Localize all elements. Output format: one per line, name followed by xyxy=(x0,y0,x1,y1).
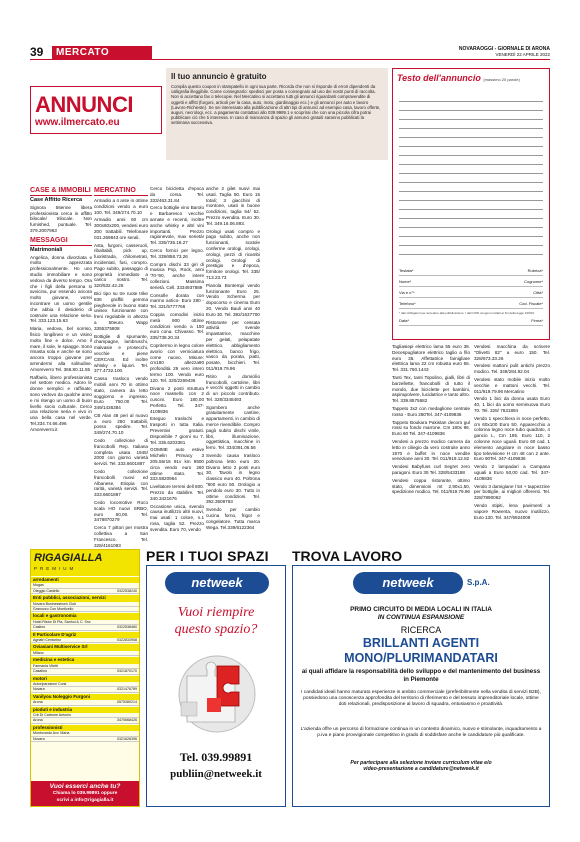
rigagialla-item-phone: 0322833958 xyxy=(117,638,137,643)
listing: Compro dischi 33 giri di musica Pop, Rock, anni '70-'90, anche intere collezioni. Massima serietà. Cell. 3334937889 xyxy=(150,261,204,290)
column-mercatino-1 xyxy=(94,186,148,548)
coupon-title-text: Testo dell'annuncio xyxy=(397,73,481,83)
listing: Signora 56enne libera professionista cerca in affitto bilocale/ trilocale. Non furnished, puntuale. Tel. 379.2007963 xyxy=(30,204,92,233)
coupon-text-lines[interactable] xyxy=(399,93,543,255)
rigagialla-category: locali e gastronomia xyxy=(31,613,139,619)
spazi-ad xyxy=(146,565,286,807)
listing: Eseguo traslochi e trasporti in tutta Italia. Preventivi gratuiti. Disponibile 7 giorni su 7. Tel. 335.6203381 xyxy=(150,416,204,445)
coupon-field-row[interactable] xyxy=(399,315,543,326)
rigagialla-item-name: Novara Businesstown Club xyxy=(33,601,77,606)
trova-apply-line: Per partecipare alla selezione inviare curriculum vitae e/o xyxy=(350,760,492,766)
netweek-spa: S.p.A. xyxy=(467,578,490,587)
rigagialla-item[interactable] xyxy=(31,651,139,656)
rigagialla-item[interactable] xyxy=(31,718,139,723)
listing: Bici tipo su tre ruote trike 836 graffiti gemma pieghevole in buono stato unisex funzionante con freni regolabile in altezza a 50euro. Wapp 3355375808 xyxy=(94,290,148,331)
rigagialla-item[interactable] xyxy=(31,638,139,643)
rigagialla-category: Oviasiani Multiservice Srl xyxy=(31,644,139,650)
rigagialla-item[interactable] xyxy=(31,669,139,674)
coupon-subtitle: (massimo 20 parole) xyxy=(483,77,520,82)
rigagialla-item-phone: 3470668426 xyxy=(117,718,137,723)
rigagialla-premium: PREMIUM xyxy=(34,566,77,571)
coupon-field-row[interactable] xyxy=(399,276,543,287)
field-label: Cod. Fiscale* xyxy=(519,301,543,306)
listing: Armadio a 4 ante in ottime condizioni vendo a euro 100. Tel. 349/274.70.10 xyxy=(94,198,148,215)
rigagialla-category: Enti pubblici, associazioni, servizi xyxy=(31,595,139,601)
listing: Bottiglie di spumante, champagne, lambruschi, malvasie e prosecchi, vecchie e piene CERCASI. Ed inoltre whisky e liquori. Tel. 377.4732.100. xyxy=(94,333,148,374)
listing: Asta, furgoni, casseruoli, ribaltabili, pick up, fuoristrada, chilometrati, incidentati, fusi, compro. Pago subito, passaggio di proprietà immediato a carico nostro. Tel. 320/532.42.26 xyxy=(94,242,148,289)
category-heading: MERCATINO xyxy=(94,186,148,196)
puzzle-image xyxy=(167,646,267,736)
spazi-question-line: Vuoi riempire xyxy=(177,605,255,620)
coupon-fields xyxy=(399,265,543,326)
field-label: Rubrica* xyxy=(527,268,543,273)
listing: Vendesi a prezzo modico camera da letto in ciliegio da vero costruite anno 1970 e buffet in noce vendite veneziane anni 30. Tel. 011/919.12.82 xyxy=(392,438,470,462)
section-title: MERCATO xyxy=(52,46,152,59)
rigagialla-item-name: Autoriparazioni Corsi xyxy=(33,681,67,686)
rigagialla-item[interactable] xyxy=(31,700,139,705)
rigagialla-category: pioduti e industria xyxy=(31,707,139,713)
listing: Angelica, donna divorziata e molto apprezzata professionalmente. Ho uno studio immobiliare e sono vedova da diverso tempo. Ora che i figli della persona si avvicina, pur essendo ancora molto giovane, vorrei incontrare un uomo gentile che abbia il desiderio di costruire una relazione seria. Tel. 333.123.15.63 xyxy=(30,254,92,324)
rigagialla-item-name: Oleggio Castello xyxy=(33,588,60,593)
rigagialla-item-name: Agriatri Centurino xyxy=(33,638,61,643)
listing: Svendo causa trasloco poltrona letto euro 20. Divano letto 2 posti euro 30. Tavolo in legno classico euro 40. Poltrona "800 euro 50. Orologio a pendolo euro 30. Tutto in ottime condizioni. Tel. 392.3508763 xyxy=(206,453,260,505)
trova-lavoro-title: TROVA LAVORO xyxy=(292,548,403,564)
listing: Vendesi macchina da scrivere "Olivetti 82" a euro 150. Tel. 328/673.33.26 xyxy=(474,344,550,361)
trova-ricerca: RICERCA xyxy=(400,625,442,635)
listing: Maria, vedova, bel sorriso, fisico longilineo e un visino molto fine e dolce. Amo il mare, il sole, le spiagge. Sono rimasta sola e anche se sono ancora troppo giovane per arrendermi alla solitudine. Amoreverro Tel. 366.80.11.55 xyxy=(30,326,92,372)
rigagialla-item-name: Hotel Ristor Di Pia, Sanhui & C. Snc xyxy=(33,619,91,624)
page-number: 39 xyxy=(30,45,44,59)
listing: Sgombero anche gratuitamente cantine, appartamenti, in cambio di merce rivendibile. Compro pagò subito dischi vinile, libri, illuminazione, oggettistica, macchine in ferro. Tel. 334/391.06.56 xyxy=(206,404,260,451)
listing: Coppia comodini inizio metà 900 ottime condizioni vendo a 150 euro cona. Chivasso. Tel. 335/738.20.34 xyxy=(150,311,204,341)
listing: Armadio anni 60 cm 300x60x200, vendesi euro 200 trattabili. Telefonare 031.269843 ore serali. xyxy=(94,217,148,240)
spazi-question xyxy=(147,604,285,638)
rigagialla-category: medicina e estetica xyxy=(31,657,139,663)
free-ad-title: Il tuo annuncio è gratuito xyxy=(171,72,267,81)
rigagialla-category: arredamenti xyxy=(31,577,139,583)
coupon-field-row[interactable] xyxy=(399,298,543,309)
rigagialla-logo xyxy=(31,550,139,576)
rigagialla-item[interactable] xyxy=(31,625,139,630)
page-header xyxy=(30,46,550,60)
spazi-email[interactable]: publiin@netweek.it xyxy=(170,768,262,780)
rigagialla-item-name: Milano xyxy=(33,650,44,655)
listing: Livellatore terreni dell 800. Prezzo da stabilire. Tel. 340.3421676 xyxy=(150,484,204,501)
listing: Ristorante per cessata attività svende impastatrice, macchine per gelati, pelapatate elettrico, abbigliamento elettrico, banco frigo, vasco da porata, piatti, posate, bicchieri. Tel. 011/919.79.96 xyxy=(206,319,260,371)
rigagialla-footer[interactable] xyxy=(31,781,139,806)
spazi-title: PER I TUOI SPAZI xyxy=(146,548,269,564)
annunci-url[interactable]: www.ilmercato.eu xyxy=(35,117,120,128)
field-label: Telefono* xyxy=(399,301,416,306)
rigagialla-item-phone: 0575380214 xyxy=(117,700,137,705)
publication-info xyxy=(459,46,550,58)
listing: Orologi usati compro e pago subito, anche non funzionanti, scatole conferme orologi, orologi, orologi, pezzi di ricambi orologi. Orologi di prestigio e d'epoca, fornitore orologi. Tel. 335/ 713.23.73 xyxy=(206,228,260,280)
rigagialla-list xyxy=(31,577,139,742)
listing: anche 2 gilet nuovi mai usati. Taglia 50. Euro 15 totali; 3 giacchini di montone, usati in buone condizioni, taglia 54/ 52. Prezzo svendita. Euro 30. Tel. 349.16.06.893. xyxy=(206,186,260,226)
rigagialla-item-name: Crb Di Carbone Antonio xyxy=(33,712,71,717)
rigagialla-category: professionisti xyxy=(31,725,139,731)
listing: Tappeto Boukara Pakistan decoro gul rossi su fondo marrone. Cm 180x 96. Euro 60 Tel. 347-4109836 xyxy=(392,419,470,437)
listing: Vendesi Babyfuss curl Segret zero paragoni. Euro 35 Tel. 328/5433188 xyxy=(392,464,470,475)
rigagialla-item-name: Arona xyxy=(33,718,43,723)
listing: Vendo 2 lampadari a Campana uguali a Euro 50,00 cad. Tel. 347-4109836 xyxy=(474,464,550,481)
rigagialla-item-phone: 0322538460 xyxy=(117,625,137,630)
listing: Raffaelo, libero professionista nel settore medico. Adoro le donne semplici e raffinate; sono vedovo da qualche anno e mi ritengo un uomo di buon livello socio culturale. Cerco una relazione seria e vivo in una bella casa nel verde. Tel.334.74.66.496 Amoreverro.it xyxy=(30,374,92,432)
listing: Cedo collezione di francobolli Rep. Italiana completa usata 1945/ 2000 con giorno varietà servizi. Tel. 333.6601887 xyxy=(94,438,148,467)
trova-intro-line: IN CONTINUA ESPANSIONE xyxy=(377,614,465,621)
netweek-logo: netweek xyxy=(353,572,463,594)
spazi-question-line: questo spazio? xyxy=(174,622,258,637)
listing: Vendo 1 bici da donna usata Euro 40, 1 bici da uomo seminuova Euro 70. Tel. 328/ 7631894 xyxy=(474,396,550,413)
trova-apply xyxy=(299,760,543,773)
listing: Svendo per cambio cucina forno, frigor e congelatore. Tutta marca Wega. Tel.339/6122364 xyxy=(206,507,260,530)
subcategory-heading: Matrimoniali xyxy=(30,246,63,253)
trova-candidates: I candidati ideali hanno maturato esperienze in ambito commerciale (preferibilmente nella vendita di servizi B2B), possiedono una conoscenza approfondita del territorio di riferimento e del tessuto imprenditoriale locale, ottime doti relazionali, predisposizione al lavoro di squadra, entusiasmo e proattività. xyxy=(301,690,541,708)
publication-date: VENERDÌ 22 APRILE 2022 xyxy=(495,52,550,57)
rigagialla-item-name: Arona xyxy=(33,700,43,705)
rigagialla-category: motori xyxy=(31,676,139,682)
listing: Cerco bottiglie vino Barolo e Barbaresco vecchie annate e recenti, inoltre anche whisky e altri vini importanti. Prezzo ragionevole, max serietà! Tel. 335/735.18.27 xyxy=(150,205,204,246)
column-mercatino-3 xyxy=(206,186,260,544)
trova-intro-line: PRIMO CIRCUITO DI MEDIA LOCALI IN ITALIA xyxy=(350,606,492,613)
listing: Pianola Bontempi vendo funzionante Euro 25. Vendo Scherma per dopocorso e cinema Euro 20. Vendo Bauli anni 40 Euro 30. Tel. 392/1637700 xyxy=(206,282,260,317)
coupon-field-row[interactable] xyxy=(399,265,543,276)
field-label: Nome* xyxy=(399,279,412,284)
rigagialla-cta: Vuoi esserci anche tu? xyxy=(49,783,121,790)
listing: Occasione unica, svendo causa inutilizzo altri nuovi, mai usati: 1 colore, n.1 rosa, taglia 52. Prezzo svendita. Euro 70, vendo xyxy=(150,503,204,532)
rigagialla-item-phone: 0321626396 xyxy=(117,736,137,741)
listing: GOMME auto estive Michelin Primacy 3 205.55r16 91v km 9500 circa vendo euro 260 ottime stato. Tel. 333.5820964 xyxy=(150,447,204,482)
coupon-title xyxy=(397,73,520,83)
rigagialla-item-name: Mogas xyxy=(33,583,44,588)
rigagialla-item[interactable] xyxy=(31,589,139,594)
subcategory-heading: Case Affitto Ricerca xyxy=(30,197,83,203)
rigagialla-item-phone: 0321870170 xyxy=(117,669,137,674)
column-immobili-messaggi xyxy=(30,186,92,544)
rigagialla-item-phone: 0321476789 xyxy=(117,687,137,692)
column-mercatino-2 xyxy=(150,186,204,544)
listing: Tanti Tex, tanti Topolino, gialli, libri di barzellette, francobolli di tutto il mondo, due biciclette per bambini, aspirapolvere, lucidatrice e tanto altro. Tel. 339.8575682 xyxy=(392,374,470,404)
listing: Consolle dorata con marmo antico- Euro 280 - Tel. 331/5777766 xyxy=(150,292,204,310)
rigagialla-item-name: Novara xyxy=(33,687,45,692)
rigagialla-email: scrivi a info@rigagialla.it xyxy=(56,798,114,803)
coupon-note: * dati obbligatori per accedere alla pubblicazione. I dati NON vengono trattati ai fini della legge 196/03. xyxy=(399,311,535,315)
rigagialla-item-name: Novara xyxy=(33,736,45,741)
field-label: Data* xyxy=(399,318,410,323)
rigagialla-item[interactable] xyxy=(31,687,139,692)
listing: Vendesi stato mobile inizio molto vecchie e mattoni vecchi. Tel. 011/919.79.96 Mercatino xyxy=(474,376,550,394)
ad-coupon-form xyxy=(392,68,550,340)
trova-intro xyxy=(299,606,543,622)
listing: Tappeto 3x2 con medaglione centrale rosso - Euro 280Tel. 347-4109836 xyxy=(392,405,470,417)
rigagialla-logo-text: RIGAGIALLA xyxy=(34,552,103,564)
rigagialla-category: Vanilyou Noleggio Furgoni xyxy=(31,694,139,700)
spazi-phone: Tel. 039.99891 xyxy=(179,750,253,764)
rigagialla-item[interactable] xyxy=(31,737,139,742)
rigagialla-item-name: Montovardo Avv. Maria xyxy=(33,731,70,736)
trova-lavoro-ad xyxy=(292,565,550,807)
free-ad-info xyxy=(166,68,388,160)
category-heading: MESSAGGI xyxy=(30,236,92,246)
field-label: Cognome* xyxy=(524,279,543,284)
field-label: Firma* xyxy=(531,318,543,323)
trova-role-line: MONO/PLURIMANDATARI xyxy=(344,651,498,665)
rigagialla-item-name: Casalino xyxy=(33,669,47,674)
rigagialla-category: Il Particolare D'agriz xyxy=(31,632,139,638)
listing: Cassa trasloco vendo mobili anni 70 in ottimo stato, camera da letto soggiorno e ingresso. Euro 750.00 Tel. 349/1436384 xyxy=(94,376,148,411)
rigagialla-item-name: Granozzo Con Monticello xyxy=(33,607,74,612)
annunci-banner xyxy=(30,86,162,134)
listing: Tagliasiepi elettrico lama 55 euro 38. Decespugliatore elettrico taglio a filo euro 35. Affettatrice famigliare elettrica lama 22 cm robusta euro 55. Tel. 331.760.1443 xyxy=(392,344,470,373)
field-label: Via e n°* xyxy=(399,290,415,295)
listing: Ritiro a domicilio francobolli, cartoline, libri e vecchi oggetti in cambio di un piccolo contributo. Tel. 328/3348493 xyxy=(206,373,260,402)
listing: Cedo locomotive Roco scala HO nuovi SRBO, euro 60,00. Tel. 3478870279 xyxy=(94,500,148,523)
listing: Vendesi coppa ristorante, ottimo stato, dimensioni mt 2,90x1,50, spedizione modico. Tel. 011/919.79.96 xyxy=(392,477,470,495)
listing: Vendo 3 damigiane l 54 + tappezzine per bottiglie, ai migliori offerenti. Tel. 328/7890062 xyxy=(474,483,550,501)
rigagialla-item[interactable] xyxy=(31,607,139,612)
listing: Vendo stipiti, lena pavimenti a vapore Rowenta, nuovo inutilizzo. Euro 130. Tel. 347/6924009 xyxy=(474,502,550,520)
publication-name: NOVARAOGGI - GIORNALE DI ARONA xyxy=(458,46,550,52)
listing: Cerco fornici per legno. Tel. 339/858.73.26 xyxy=(150,247,204,259)
rigagialla-item-phone: 0322538240 xyxy=(117,588,137,593)
free-ad-text: Compila questo coupon in stampatello in ogni sua parte. Ricorda che non si risponde di errori dipendenti da calligrafia illeggibile. Come consegnarlo: spedisci per posta o consegnalo ad uno dei nostri punti di raccolta. Non si accettano fax o telecopie. Nel Mercatino si accettano tutti gli annunci riguardanti compravendite di oggetti e affitti (furgoni, articoli per la casa, auto, moto, giardinaggio ecc.) e gli annunci per auto e lavoro (Lavoro-Richieste). Se sei interessato alla pubblicazione di altri tipi di annunci ad esempio casa, lavoro offerte, auguri, necrologi, ecc. a pagamento contattaci allo 039.9989.1 e scoprirai che con una piccola cifra potrai pubblicare ciò che ti interessa. In caso di mancanza di spazio gli annunci gratuiti saranno pubblicati la settimana successiva. xyxy=(171,84,381,126)
listing: Copritermo in legno colore avorio con verniciatura come nuovo. Misure: cm180 altezza90 profondità 29 vero intero termo 100. Vendo euro 120. Tel. 320/2269436 xyxy=(150,342,204,383)
listing: Divano 2 posti struttura noce massello con 2 cuscini. Euro 180,00 Perfetto. Tel. 347-4109836 xyxy=(150,385,204,414)
coupon-field-row[interactable] xyxy=(399,287,543,298)
field-label: Città* xyxy=(533,290,543,295)
listing: Cerco bicicletta d'epoca da corsa. Tel. 333/463.31.84 xyxy=(150,186,204,203)
rigagialla-item-name: Farmacia Vitetti xyxy=(33,663,58,668)
rigagialla-item-name: Castino xyxy=(33,625,46,630)
column-mercatino-4 xyxy=(392,344,470,544)
trova-responsibility: ai quali affidare la responsabilità dello sviluppo e del mantenimento del business in Piemonte xyxy=(301,668,541,683)
listing: Vendesi mattoni pulit antichi prezzo modico. Tel. 349/284.92.04 xyxy=(474,363,550,375)
annunci-title: ANNUNCI xyxy=(35,92,133,117)
listing: Vendo 1 specchiera in noce perfetto, cm 60x100 Euro 50. Apparecchio a colonna legno noce tubo quadrato, 4 gancio L, Cm 185. Euro 110, 2 colonne noce uguali. Euro 60 cad. 1 elemento angolare in noce basso tipo televisione H cm 48 con 2 ante. Euro 90Tel. 347-4109836 xyxy=(474,415,550,462)
listing: Cerco 7 pittori per mostra collettiva a San Francesco. Tel. 328/4161083 xyxy=(94,525,148,548)
netweek-logo: netweek xyxy=(165,572,269,594)
field-label: Testata* xyxy=(399,268,414,273)
trova-role-line: BRILLANTI AGENTI xyxy=(362,636,480,650)
trova-offer: L'azienda offre un percorso di formazione continua in un contesto dinamico, nuovo e stimolante, inquadramento a p.iva e piano provvigionale competitivo in grado di soddisfare anche le candidature più qualificate. xyxy=(300,727,542,739)
listing: CB Alan 48 peri al nuovo a euro 250 trattabili, posso spedire. Tel. 349/274.70.10 xyxy=(94,412,148,436)
category-heading: CASE & IMMOBILI xyxy=(30,187,91,194)
trova-apply-email[interactable]: video-presentazione a candidature@netweek.it xyxy=(363,766,479,773)
column-mercatino-5 xyxy=(474,344,550,544)
rigagialla-directory xyxy=(30,549,140,807)
listing: Cedo collezione francobolli nuovi ed Albanese, Etiopia con rarità, varietà servizi. Tel. 333.6601887 xyxy=(94,469,148,498)
rigagialla-phone: Chiama lo 039.99891 oppure xyxy=(52,791,118,796)
trova-role xyxy=(299,636,543,666)
